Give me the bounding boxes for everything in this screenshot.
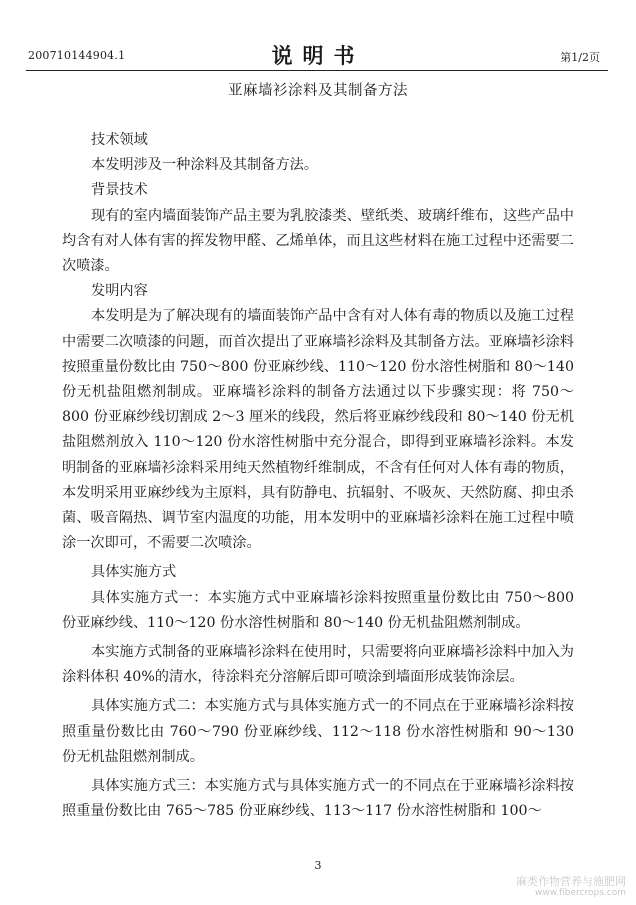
section-heading-embodiments: 具体实施方式: [91, 564, 177, 581]
watermark-cn: 麻类作物营养与施肥网: [516, 875, 626, 888]
document-title: 亚麻墙衫涂料及其制备方法: [228, 83, 408, 99]
section-heading-technical-field: 技术领域: [91, 132, 148, 148]
page-number: 3: [314, 859, 322, 872]
paragraph-embodiment-1-usage: 本实施方式制备的亚麻墙衫涂料在使用时，只需要将向亚麻墙衫涂料中加入为涂料体积 40%的清水，待涂料充分溶解后即可喷涂到墙面形成装饰涂层。: [62, 644, 574, 686]
paragraph-embodiment-2: 具体实施方式二：本实施方式与具体实施方式一的不同点在于亚麻墙衫涂料按照重量份数比由 760～790 份亚麻纱线、112～118 份水溶性树脂和 90～130 份无机盐阻燃剂制成。: [62, 698, 574, 765]
paragraph-embodiment-3: 具体实施方式三：本实施方式与具体实施方式一的不同点在于亚麻墙衫涂料按照重量份数比由 765～785 份亚麻纱线、113～117 份水溶性树脂和 100～: [62, 778, 574, 820]
document-type-heading: 说明书: [271, 43, 365, 68]
watermark: [516, 875, 626, 899]
application-number: 200710144904.1: [28, 49, 126, 62]
paragraph-technical-field: 本发明涉及一种涂料及其制备方法。: [91, 157, 319, 174]
section-heading-invention-content: 发明内容: [91, 283, 148, 300]
document-body: [62, 128, 574, 824]
section-heading-background: 背景技术: [91, 182, 148, 199]
paragraph-invention-content: 本发明是为了解决现有的墙面装饰产品中含有对人体有毒的物质以及施工过程中需要二次喷漆的问题，而首次提出了亚麻墙衫涂料及其制备方法。亚麻墙衫涂料按照重量份数比由 750～800 份亚麻纱线、110～120 份水溶性树脂和 80～140 份无机盐阻燃剂制成。亚麻墙衫涂料的制备方法通过以下步骤实现：将 750～800 份亚麻纱线切割成 2～3 厘米的线段，然后将亚麻纱线段和 80～140 份无机盐阻燃剂放入 110～120 份水溶性树脂中充分混合，即得到亚麻墙衫涂料。本发明制备的亚麻墙衫涂料采用纯天然植物纤维制成，不含有任何对人体有毒的物质，本发明采用亚麻纱线为主原料，具有防静电、抗辐射、不吸灰、天然防腐、抑虫杀菌、吸音隔热、调节室内温度的功能，用本发明中的亚麻墙衫涂料在施工过程中喷涂一次即可，不需要二次喷涂。: [62, 308, 574, 552]
header-divider: [26, 70, 608, 71]
paragraph-embodiment-1: 具体实施方式一：本实施方式中亚麻墙衫涂料按照重量份数比由 750～800 份亚麻纱线、110～120 份水溶性树脂和 80～140 份无机盐阻燃剂制成。: [62, 589, 574, 631]
watermark-en: www.fibercrops.com: [535, 888, 626, 898]
paragraph-background: 现有的室内墙面装饰产品主要为乳胶漆类、壁纸类、玻璃纤维布，这些产品中均含有对人体有害的挥发物甲醛、乙烯单体，而且这些材料在施工过程中还需要二次喷漆。: [62, 207, 574, 275]
page-label: 第1/2页: [560, 51, 600, 64]
